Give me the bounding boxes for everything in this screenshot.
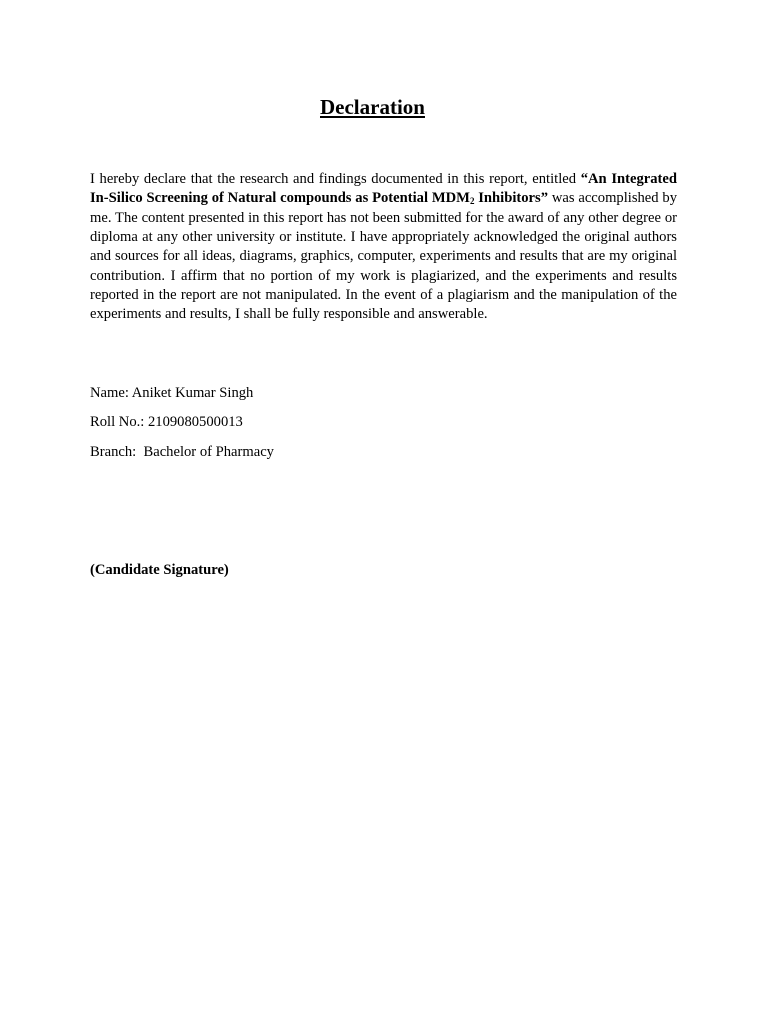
report-title-end: Inhibitors” — [474, 190, 549, 207]
report-title-main: “An Integrated In-Silico Screening of Natural compounds as Potential MDM — [90, 171, 677, 207]
candidate-name: Name: Aniket Kumar Singh — [90, 385, 254, 401]
candidate-roll-number: Roll No.: 2109080500013 — [90, 414, 243, 430]
candidate-branch: Branch: Bachelor of Pharmacy — [90, 444, 274, 460]
paragraph-rest: was accomplished by me. The content presented in this report has not been submitted for the award of any other degree or diploma at any other university or institute. I have appropriately acknowledged the original authors and sources for all ideas, diagrams, graphics, computer, experiments and results that are my original contribution. I affirm that no portion of my work is plagiarized, and the experiments and results reported in the report are not manipulated. In the event of a plagiarism and the manipulation of the experiments and results, I shall be fully responsible and answerable. — [90, 190, 677, 323]
paragraph-intro: I hereby declare that the research and findings documented in this report, entitled — [90, 171, 581, 187]
candidate-signature-label: (Candidate Signature) — [90, 562, 229, 578]
declaration-paragraph — [90, 170, 677, 325]
report-title-subscript: 2 — [469, 196, 475, 207]
declaration-heading: Declaration — [320, 95, 425, 119]
